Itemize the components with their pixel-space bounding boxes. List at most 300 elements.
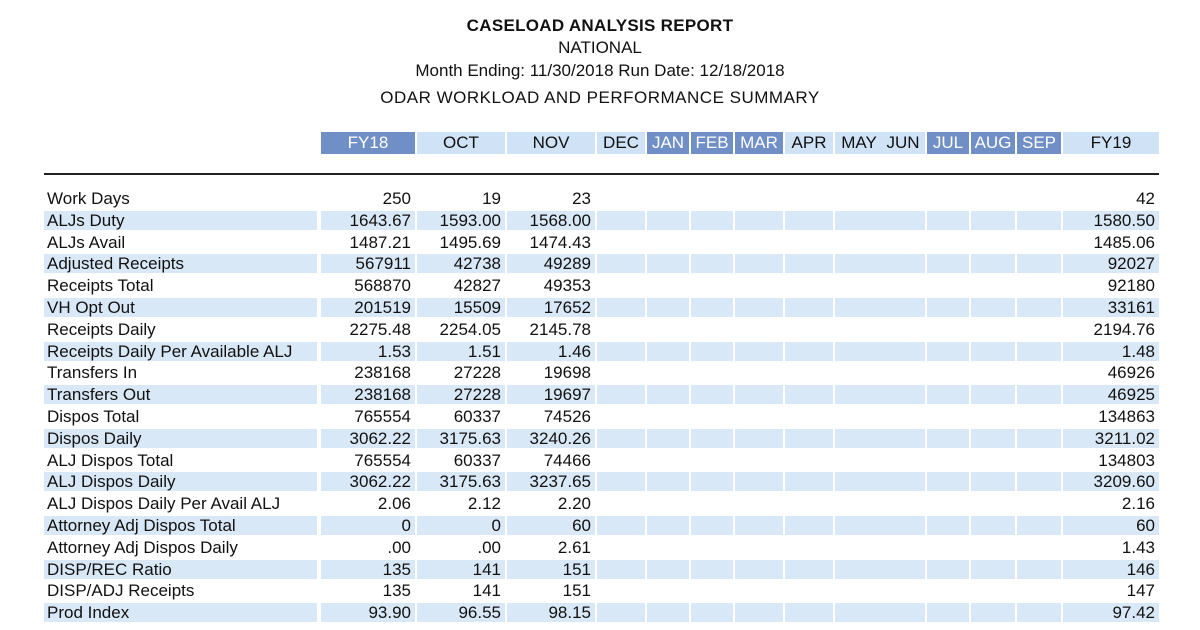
cell-oct: 3175.63: [417, 429, 505, 448]
cell-feb: [691, 429, 733, 448]
row-label: Work Days: [47, 189, 130, 208]
table-row: [0, 472, 1200, 491]
cell-jun: [881, 276, 925, 295]
cell-jun: [881, 407, 925, 426]
column-header-sep: SEP: [1017, 132, 1061, 154]
cell-mar: [735, 603, 783, 622]
cell-fy19: 60: [1063, 516, 1159, 535]
cell-nov: 74466: [543, 450, 591, 470]
cell-fy18: 135: [382, 581, 411, 601]
table-row: [0, 494, 1200, 513]
cell-jun: [881, 494, 925, 513]
table-row: [0, 254, 1200, 273]
cell-oct: 2.12: [467, 494, 501, 514]
cell-feb: [691, 603, 733, 622]
cell-aug: [971, 342, 1015, 361]
cell-may: [835, 407, 883, 426]
cell-dec: [597, 407, 645, 426]
cell-dec: [597, 276, 645, 295]
cell-oct: 27228: [453, 363, 501, 383]
cell-apr: [785, 363, 833, 382]
cell-nov: 2145.78: [529, 319, 591, 339]
cell-aug: [971, 560, 1015, 579]
table-row: [0, 385, 1200, 404]
cell-aug: [971, 211, 1015, 230]
cell-jan: [647, 472, 689, 491]
row-label: Receipts Total: [47, 276, 154, 296]
cell-apr: [785, 276, 833, 295]
cell-may: [835, 298, 883, 317]
column-header-jul: JUL: [927, 132, 969, 154]
cell-fy19: 1485.06: [1093, 232, 1155, 252]
cell-nov: 19697: [507, 385, 595, 404]
row-label: VH Opt Out: [44, 298, 317, 317]
cell-aug: [971, 254, 1015, 273]
cell-feb: [691, 320, 733, 339]
cell-fy19: 3209.60: [1063, 472, 1159, 491]
cell-sep: [1017, 407, 1061, 426]
cell-sep: [1017, 363, 1061, 382]
cell-feb: [691, 342, 733, 361]
cell-fy19: 1.48: [1063, 342, 1159, 361]
cell-sep: [1017, 276, 1061, 295]
cell-may: [835, 603, 883, 622]
cell-sep: [1017, 189, 1061, 208]
cell-jul: [927, 342, 969, 361]
cell-feb: [691, 451, 733, 470]
row-label: Receipts Daily: [47, 319, 156, 339]
cell-feb: [691, 472, 733, 491]
cell-jul: [927, 407, 969, 426]
cell-apr: [785, 385, 833, 404]
row-label: Dispos Total: [47, 407, 140, 426]
cell-may: [835, 254, 883, 273]
cell-fy19: 46925: [1063, 385, 1159, 404]
cell-apr: [785, 407, 833, 426]
cell-nov: 151: [507, 560, 595, 579]
cell-jan: [647, 276, 689, 295]
cell-may: [835, 472, 883, 491]
cell-fy18: 93.90: [321, 603, 415, 622]
column-header-may: MAY: [835, 132, 883, 154]
cell-dec: [597, 233, 645, 252]
column-header-mar: MAR: [735, 132, 783, 154]
cell-sep: [1017, 342, 1061, 361]
cell-sep: [1017, 451, 1061, 470]
cell-dec: [597, 581, 645, 600]
table-row: [0, 603, 1200, 622]
report-subtitle: NATIONAL: [558, 38, 642, 57]
cell-jun: [881, 233, 925, 252]
cell-mar: [735, 298, 783, 317]
column-header-feb: FEB: [691, 132, 733, 154]
row-label: ALJ Dispos Daily: [44, 472, 317, 491]
cell-aug: [971, 320, 1015, 339]
header-divider: [44, 173, 1159, 175]
cell-dec: [597, 472, 645, 491]
cell-jul: [927, 233, 969, 252]
cell-jul: [927, 451, 969, 470]
table-row: [0, 581, 1200, 600]
column-header-oct: OCT: [417, 132, 505, 154]
cell-mar: [735, 211, 783, 230]
cell-mar: [735, 560, 783, 579]
cell-mar: [735, 429, 783, 448]
row-label: Adjusted Receipts: [44, 254, 317, 273]
table-row: [0, 516, 1200, 535]
cell-oct: 1593.00: [417, 211, 505, 230]
cell-aug: [971, 233, 1015, 252]
cell-oct: 27228: [417, 385, 505, 404]
cell-dec: [597, 429, 645, 448]
cell-may: [835, 233, 883, 252]
cell-nov: 1474.43: [529, 232, 591, 252]
cell-nov: 2.20: [557, 494, 591, 514]
cell-sep: [1017, 538, 1061, 557]
cell-fy18: 238168: [321, 385, 415, 404]
cell-may: [835, 342, 883, 361]
row-label: Transfers In: [47, 363, 138, 383]
cell-oct: 42738: [417, 254, 505, 273]
cell-jul: [927, 516, 969, 535]
cell-may: [835, 429, 883, 448]
cell-jan: [647, 363, 689, 382]
table-row: [0, 298, 1200, 317]
cell-apr: [785, 298, 833, 317]
cell-fy18: 0: [321, 516, 415, 535]
cell-jan: [647, 451, 689, 470]
cell-sep: [1017, 211, 1061, 230]
cell-dec: [597, 560, 645, 579]
row-label: ALJ Dispos Daily Per Avail ALJ: [47, 494, 281, 514]
cell-nov: 1.46: [507, 342, 595, 361]
cell-mar: [735, 516, 783, 535]
table-row: [0, 211, 1200, 230]
cell-aug: [971, 298, 1015, 317]
cell-sep: [1017, 516, 1061, 535]
cell-sep: [1017, 320, 1061, 339]
cell-jan: [647, 560, 689, 579]
cell-fy19: 2.16: [1121, 494, 1155, 514]
table-row: [0, 189, 1200, 208]
cell-jun: [881, 363, 925, 382]
cell-mar: [735, 472, 783, 491]
cell-may: [835, 320, 883, 339]
cell-apr: [785, 516, 833, 535]
cell-sep: [1017, 298, 1061, 317]
cell-oct: 3175.63: [417, 472, 505, 491]
cell-jul: [927, 560, 969, 579]
cell-jun: [881, 254, 925, 273]
cell-fy18: 238168: [354, 363, 411, 383]
cell-fy19: 2194.76: [1093, 319, 1155, 339]
cell-aug: [971, 581, 1015, 600]
cell-oct: 0: [417, 516, 505, 535]
cell-oct: 96.55: [417, 603, 505, 622]
column-header-nov: NOV: [507, 132, 595, 154]
cell-jan: [647, 494, 689, 513]
cell-dec: [597, 516, 645, 535]
report-title: CASELOAD ANALYSIS REPORT: [466, 16, 734, 35]
cell-jun: [881, 581, 925, 600]
cell-may: [835, 560, 883, 579]
cell-apr: [785, 603, 833, 622]
cell-aug: [971, 189, 1015, 208]
cell-feb: [691, 233, 733, 252]
cell-jul: [927, 385, 969, 404]
cell-apr: [785, 581, 833, 600]
cell-jan: [647, 516, 689, 535]
cell-apr: [785, 429, 833, 448]
cell-mar: [735, 385, 783, 404]
cell-oct: 141: [417, 560, 505, 579]
cell-feb: [691, 581, 733, 600]
cell-jun: [881, 189, 925, 208]
cell-feb: [691, 363, 733, 382]
cell-fy19: 147: [1126, 581, 1155, 601]
cell-jun: [881, 451, 925, 470]
row-label: Attorney Adj Dispos Daily: [47, 537, 238, 557]
row-label: Dispos Daily: [44, 429, 317, 448]
row-label: ALJs Avail: [47, 232, 126, 252]
cell-jul: [927, 276, 969, 295]
column-header-jan: JAN: [647, 132, 689, 154]
cell-may: [835, 451, 883, 470]
cell-may: [835, 581, 883, 600]
cell-oct: 1495.69: [439, 232, 501, 252]
cell-oct: .00: [477, 537, 501, 557]
cell-fy18: 1487.21: [349, 232, 411, 252]
cell-fy18: 568870: [354, 276, 411, 296]
cell-jul: [927, 472, 969, 491]
cell-jul: [927, 298, 969, 317]
cell-fy18: 765554: [354, 450, 411, 470]
cell-nov: 1568.00: [507, 211, 595, 230]
row-label: Receipts Daily Per Available ALJ: [44, 342, 317, 361]
cell-may: [835, 276, 883, 295]
cell-fy19: 134803: [1098, 450, 1155, 470]
cell-jul: [927, 603, 969, 622]
cell-nov: 49353: [543, 276, 591, 296]
cell-jun: [881, 298, 925, 317]
cell-mar: [735, 342, 783, 361]
cell-aug: [971, 472, 1015, 491]
cell-jul: [927, 189, 969, 208]
cell-aug: [971, 516, 1015, 535]
row-label: DISP/REC Ratio: [44, 560, 317, 579]
cell-may: [835, 363, 883, 382]
cell-jun: [881, 516, 925, 535]
cell-mar: [735, 276, 783, 295]
cell-jul: [927, 320, 969, 339]
cell-sep: [1017, 560, 1061, 579]
cell-apr: [785, 233, 833, 252]
cell-oct: 2254.05: [439, 319, 501, 339]
cell-oct: 60337: [453, 450, 501, 470]
cell-jan: [647, 298, 689, 317]
cell-apr: [785, 320, 833, 339]
cell-nov: 2.61: [557, 537, 591, 557]
cell-dec: [597, 342, 645, 361]
cell-mar: [735, 538, 783, 557]
cell-may: [835, 211, 883, 230]
cell-dec: [597, 363, 645, 382]
row-label: ALJs Duty: [44, 211, 317, 230]
cell-aug: [971, 276, 1015, 295]
cell-apr: [785, 189, 833, 208]
cell-apr: [785, 342, 833, 361]
report-summary-title: ODAR WORKLOAD AND PERFORMANCE SUMMARY: [380, 88, 820, 107]
cell-jun: [881, 603, 925, 622]
cell-jul: [927, 254, 969, 273]
cell-nov: 49289: [507, 254, 595, 273]
cell-aug: [971, 603, 1015, 622]
cell-feb: [691, 298, 733, 317]
cell-oct: 60337: [453, 407, 501, 426]
column-header-fy18: FY18: [321, 132, 415, 154]
cell-jan: [647, 320, 689, 339]
cell-jun: [881, 560, 925, 579]
cell-sep: [1017, 254, 1061, 273]
cell-fy19: 146: [1063, 560, 1159, 579]
cell-feb: [691, 560, 733, 579]
cell-dec: [597, 385, 645, 404]
cell-sep: [1017, 233, 1061, 252]
cell-jan: [647, 385, 689, 404]
cell-nov: 17652: [507, 298, 595, 317]
column-header-dec: DEC: [597, 132, 645, 154]
cell-jan: [647, 581, 689, 600]
cell-oct: 19: [482, 189, 501, 208]
cell-fy18: 3062.22: [321, 429, 415, 448]
cell-mar: [735, 494, 783, 513]
report-date-line: Month Ending: 11/30/2018 Run Date: 12/18/2018: [415, 61, 785, 80]
cell-jan: [647, 603, 689, 622]
cell-mar: [735, 189, 783, 208]
cell-mar: [735, 407, 783, 426]
cell-apr: [785, 472, 833, 491]
cell-sep: [1017, 385, 1061, 404]
cell-may: [835, 538, 883, 557]
cell-nov: 3237.65: [507, 472, 595, 491]
cell-feb: [691, 516, 733, 535]
cell-fy18: 765554: [354, 407, 411, 426]
row-label: ALJ Dispos Total: [47, 450, 174, 470]
cell-fy19: 134863: [1098, 407, 1155, 426]
cell-jan: [647, 538, 689, 557]
cell-jan: [647, 342, 689, 361]
cell-jun: [881, 472, 925, 491]
table-row: [0, 538, 1200, 557]
cell-aug: [971, 407, 1015, 426]
cell-dec: [597, 254, 645, 273]
cell-feb: [691, 211, 733, 230]
cell-may: [835, 189, 883, 208]
row-label: Attorney Adj Dispos Total: [44, 516, 317, 535]
cell-fy18: 3062.22: [321, 472, 415, 491]
cell-jul: [927, 538, 969, 557]
cell-mar: [735, 451, 783, 470]
table-row: [0, 276, 1200, 295]
cell-oct: 141: [472, 581, 501, 601]
table-row: [0, 429, 1200, 448]
cell-fy19: 92180: [1107, 276, 1155, 296]
cell-fy19: 46926: [1107, 363, 1155, 383]
cell-aug: [971, 494, 1015, 513]
column-header-jun: JUN: [881, 132, 925, 154]
cell-nov: 60: [507, 516, 595, 535]
cell-sep: [1017, 494, 1061, 513]
row-label: Transfers Out: [44, 385, 317, 404]
cell-feb: [691, 254, 733, 273]
cell-fy19: 1580.50: [1063, 211, 1159, 230]
cell-jul: [927, 581, 969, 600]
cell-jul: [927, 429, 969, 448]
cell-feb: [691, 385, 733, 404]
cell-apr: [785, 254, 833, 273]
cell-apr: [785, 451, 833, 470]
cell-jun: [881, 211, 925, 230]
cell-may: [835, 385, 883, 404]
cell-apr: [785, 560, 833, 579]
cell-sep: [1017, 603, 1061, 622]
cell-may: [835, 516, 883, 535]
cell-jan: [647, 211, 689, 230]
cell-aug: [971, 451, 1015, 470]
table-row: [0, 560, 1200, 579]
cell-jan: [647, 254, 689, 273]
cell-aug: [971, 429, 1015, 448]
cell-fy19: 33161: [1063, 298, 1159, 317]
row-label: Prod Index: [44, 603, 317, 622]
table-row: [0, 451, 1200, 470]
cell-nov: 151: [562, 581, 591, 601]
cell-dec: [597, 298, 645, 317]
cell-jul: [927, 211, 969, 230]
cell-jun: [881, 342, 925, 361]
cell-sep: [1017, 429, 1061, 448]
cell-jun: [881, 320, 925, 339]
cell-fy18: .00: [387, 537, 411, 557]
cell-dec: [597, 603, 645, 622]
cell-dec: [597, 494, 645, 513]
cell-oct: 1.51: [417, 342, 505, 361]
cell-fy18: 567911: [321, 254, 415, 273]
column-header-fy19: FY19: [1063, 132, 1159, 154]
table-row: [0, 363, 1200, 382]
table-row: [0, 407, 1200, 426]
column-header-apr: APR: [785, 132, 833, 154]
cell-feb: [691, 407, 733, 426]
cell-fy18: 201519: [321, 298, 415, 317]
cell-aug: [971, 538, 1015, 557]
table-row: [0, 320, 1200, 339]
cell-nov: 74526: [543, 407, 591, 426]
cell-jul: [927, 363, 969, 382]
cell-fy18: 1.53: [321, 342, 415, 361]
cell-jun: [881, 538, 925, 557]
cell-sep: [1017, 472, 1061, 491]
table-row: [0, 233, 1200, 252]
cell-dec: [597, 320, 645, 339]
cell-dec: [597, 189, 645, 208]
cell-jul: [927, 494, 969, 513]
cell-mar: [735, 320, 783, 339]
cell-feb: [691, 494, 733, 513]
table-row: [0, 342, 1200, 361]
cell-feb: [691, 189, 733, 208]
cell-nov: 19698: [543, 363, 591, 383]
